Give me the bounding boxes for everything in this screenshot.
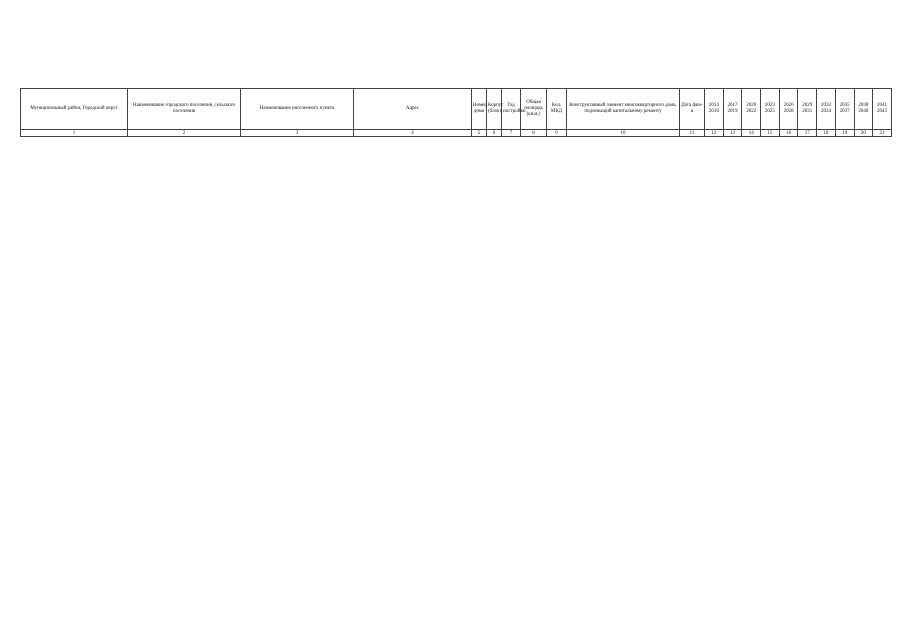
column-header: 2023 2025 (761, 89, 780, 130)
column-header: Год постройки (502, 89, 521, 130)
column-number: 11 (680, 130, 705, 137)
column-number: 7 (502, 130, 521, 137)
column-number: 15 (761, 130, 780, 137)
column-number: 10 (567, 130, 680, 137)
column-number: 1 (21, 130, 128, 137)
column-header: 2029 2031 (798, 89, 817, 130)
column-header: Номер дома (472, 89, 487, 130)
column-header: Кол. МКД (547, 89, 567, 130)
column-header: Корпус (блок) (487, 89, 502, 130)
column-number: 2 (128, 130, 241, 137)
column-number: 12 (705, 130, 724, 137)
column-header: Общая площадь (кв.м.) (521, 89, 547, 130)
column-number-row (21, 130, 892, 137)
column-header: 2026 2028 (779, 89, 798, 130)
column-header: Муниципальный район, Городской округ (21, 89, 128, 130)
table-header-row (21, 89, 892, 130)
column-number: 21 (873, 130, 892, 137)
column-header: 2038 2040 (854, 89, 873, 130)
column-header: 2014 2016 (705, 89, 724, 130)
capital-repair-table-sheet (20, 88, 891, 137)
column-number: 18 (817, 130, 836, 137)
column-header: 2032 2034 (817, 89, 836, 130)
column-header: Адрес (354, 89, 472, 130)
column-header: Дата фин-я (680, 89, 705, 130)
column-number: 20 (854, 130, 873, 137)
column-number: 17 (798, 130, 817, 137)
column-number: 19 (835, 130, 854, 137)
column-number: 8 (521, 130, 547, 137)
column-number: 13 (723, 130, 742, 137)
column-header: Наименование городского поселения, сельского поселения (128, 89, 241, 130)
column-number: 4 (354, 130, 472, 137)
column-number: 16 (779, 130, 798, 137)
column-number: 9 (547, 130, 567, 137)
column-header: Наименование населенного пункта (241, 89, 354, 130)
capital-repair-table (20, 88, 892, 137)
column-number: 3 (241, 130, 354, 137)
column-header: 2035 2037 (835, 89, 854, 130)
column-header: 2041 2043 (873, 89, 892, 130)
column-header: Конструктивный элемент многоквартирного дома, подлежащий капитальному ремонту (567, 89, 680, 130)
column-number: 5 (472, 130, 487, 137)
column-header: 2020 2022 (742, 89, 761, 130)
column-number: 6 (487, 130, 502, 137)
column-number: 14 (742, 130, 761, 137)
column-header: 2017 2019 (723, 89, 742, 130)
